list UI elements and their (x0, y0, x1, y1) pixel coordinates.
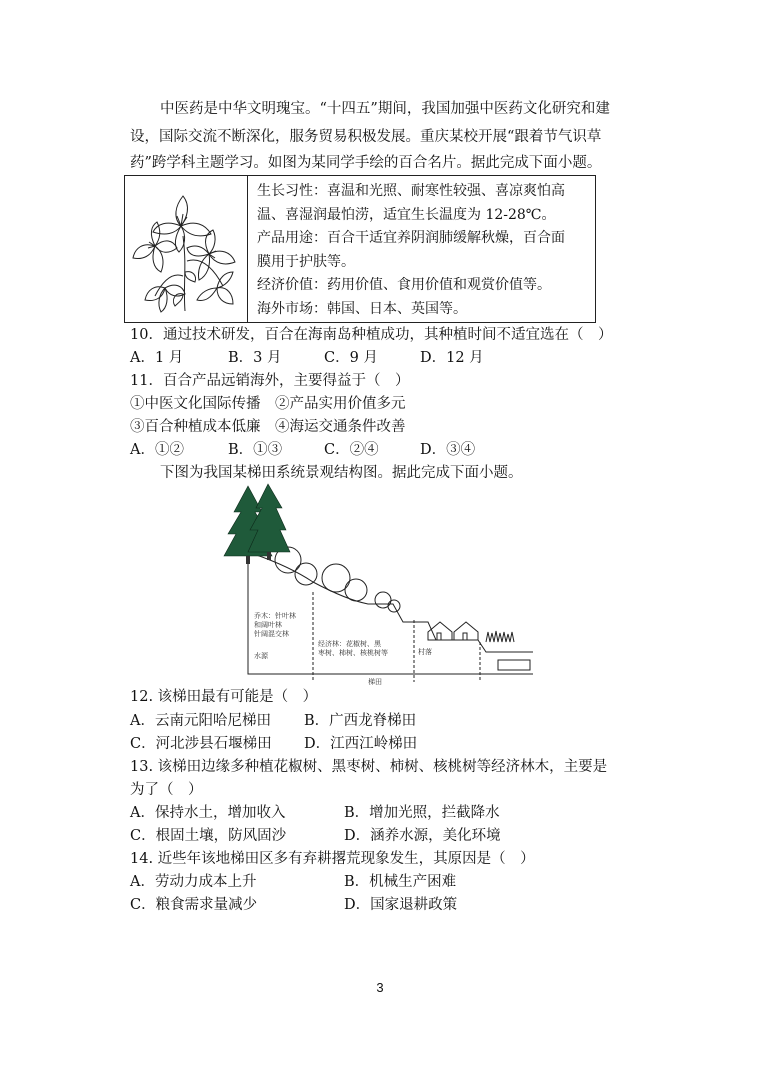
q13-option-d[interactable]: D．涵养水源，美化环境 (344, 828, 501, 844)
q11-statements-1: ①中医文化国际传播 ②产品实用价值多元 (130, 396, 406, 412)
q13-options-row-2 (130, 825, 501, 847)
q11-options (130, 439, 475, 461)
q10-option-a[interactable]: A．1 月 (130, 350, 184, 366)
card-market-line: 海外市场：韩国、日本、英国等。 (257, 300, 467, 317)
q11-option-b[interactable]: B．①③ (228, 442, 283, 458)
intro-line-3: 药”跨学科主题学习。如图为某同学手绘的百合名片。据此完成下面小题。 (130, 155, 602, 171)
fig-label-water: 水源 (254, 652, 268, 660)
card-growth-line-1: 生长习性：喜温和光照、耐寒性较强、喜凉爽怕高 (257, 183, 565, 199)
q12-option-b[interactable]: B．广西龙脊梯田 (304, 713, 417, 729)
intro2: 下图为我国某梯田系统景观结构图。据此完成下面小题。 (160, 465, 523, 481)
q14-option-c[interactable]: C．粮食需求量减少 (130, 897, 258, 913)
q14-stem: 14. 近些年该地梯田区多有弃耕撂荒现象发生，其原因是（ ） (130, 851, 535, 867)
fig-label-trees-3: 针阔混交林 (254, 630, 289, 638)
q13-option-c[interactable]: C．根固土壤，防风固沙 (130, 828, 287, 844)
q14-option-b[interactable]: B．机械生产困难 (344, 874, 457, 890)
q13-stem-2: 为了（ ） (130, 782, 203, 798)
q10-option-c[interactable]: C．9 月 (324, 350, 378, 366)
q13-options-row-1 (130, 802, 500, 824)
q10-option-d[interactable]: D．12 月 (420, 350, 484, 366)
q12-stem: 12. 该梯田最有可能是（ ） (130, 689, 318, 705)
q11-option-c[interactable]: C．②④ (324, 442, 379, 458)
page-number: 3 (376, 980, 384, 995)
q11-option-d[interactable]: D．③④ (420, 442, 476, 458)
q14-option-a[interactable]: A．劳动力成本上升 (130, 874, 257, 890)
q10-stem: 10．通过技术研发，百合在海南岛种植成功，其种植时间不适宜选在（ ） (130, 327, 613, 343)
fig-label-terrace: 梯田 (368, 678, 382, 686)
q14-options-row-2 (130, 894, 457, 916)
intro-line-1: 中医药是中华文明瑰宝。“十四五”期间，我国加强中医药文化研究和建 (160, 101, 610, 117)
q12-option-a[interactable]: A．云南元阳哈尼梯田 (130, 713, 271, 729)
card-use-line-2: 膜用于护肤等。 (257, 253, 355, 270)
q11-option-a[interactable]: A．①② (130, 442, 184, 458)
q13-option-b[interactable]: B．增加光照，拦截降水 (344, 805, 500, 821)
lily-card-text (257, 180, 589, 321)
intro-line-2: 设，国际交流不断深化，服务贸易积极发展。重庆某校开展“跟着节气识草 (130, 129, 602, 145)
q10-options (130, 347, 484, 369)
lily-drawing (125, 176, 248, 322)
fig-label-trees-2: 和阔叶林 (254, 621, 282, 629)
fig-label-econ-1: 经济林：花椒树、黑 (318, 640, 381, 648)
q11-statements-2: ③百合种植成本低廉 ④海运交通条件改善 (130, 419, 406, 435)
card-use-line-1: 产品用途：百合干适宜养阴润肺缓解秋燥，百合面 (257, 230, 565, 246)
fig-label-trees-1: 乔木：针叶林 (254, 612, 296, 620)
card-growth-line-2: 温、喜湿润最怕涝，适宜生长温度为 12-28℃。 (257, 206, 556, 223)
q11-stem: 11．百合产品远销海外，主要得益于（ ） (130, 373, 410, 389)
terrace-landscape-figure (218, 482, 538, 688)
q12-option-d[interactable]: D．江西江岭梯田 (304, 736, 418, 752)
q13-option-a[interactable]: A．保持水土，增加收入 (130, 805, 286, 821)
card-value-line: 经济价值：药用价值、食用价值和观赏价值等。 (257, 277, 551, 293)
q10-option-b[interactable]: B．3 月 (228, 350, 282, 366)
q12-options-row-2 (130, 733, 417, 755)
fig-label-econ-2: 枣树、柿树、核桃树等 (318, 649, 388, 657)
q12-option-c[interactable]: C．河北涉县石堰梯田 (130, 736, 272, 752)
q13-stem-1: 13. 该梯田边缘多种植花椒树、黑枣树、柿树、核桃树等经济林木，主要是 (130, 759, 608, 775)
fig-label-village: 村落 (418, 648, 432, 656)
lily-name-card (124, 175, 596, 323)
q14-option-d[interactable]: D．国家退耕政策 (344, 897, 458, 913)
q12-options-row-1 (130, 710, 416, 732)
q14-options-row-1 (130, 871, 456, 893)
